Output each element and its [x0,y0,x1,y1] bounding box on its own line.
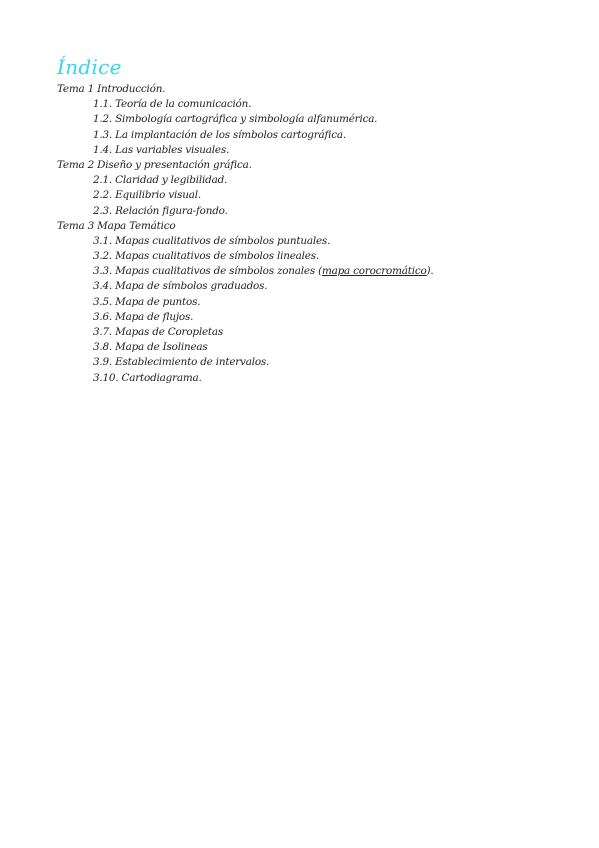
toc-item-3-7: 3.7. Mapas de Coropletas [93,326,224,338]
toc-item-3-10: 3.10. Cartodiagrama. [93,371,202,384]
tema-2-heading: Tema 2 Diseño y presentación gráfica. [57,158,252,171]
toc-item-3-3-prefix: 3.3. Mapas cualitativos de símbolos zonales ( [93,265,322,278]
toc-item-3-9: 3.9. Establecimiento de intervalos. [93,356,270,369]
table-of-contents [57,82,577,386]
toc-item-3-3-suffix: ). [426,265,434,278]
index-title: Índice [57,55,122,79]
toc-item-1-4: 1.4. Las variables visuales. [93,143,230,156]
tema-1-heading: Tema 1 Introducción. [57,83,166,95]
toc-item-2-2: 2.2. Equilibrio visual. [93,189,201,202]
toc-item-1-1: 1.1. Teoría de la comunicación. [93,98,252,111]
toc-item-3-5: 3.5. Mapa de puntos. [93,295,201,308]
toc-item-3-3 [57,264,577,279]
toc-item-3-1: 3.1. Mapas cualitativos de símbolos puntuales. [93,234,331,247]
mapa-corocromatico-link[interactable]: mapa corocromático [321,265,427,278]
toc-item-1-3: 1.3. La implantación de los símbolos cartográfica. [93,128,346,141]
toc-item-1-2: 1.2. Simbología cartográfica y simbología alfanumérica. [93,113,378,126]
toc-item-3-6: 3.6. Mapa de flujos. [93,310,194,323]
toc-item-3-2: 3.2. Mapas cualitativos de símbolos lineales. [93,250,319,263]
toc-item-2-3: 2.3. Relación figura-fondo. [93,204,228,217]
tema-3-heading: Tema 3 Mapa Temático [57,219,176,232]
toc-item-3-4: 3.4. Mapa de símbolos graduados. [93,280,268,293]
toc-item-3-8: 3.8. Mapa de Isolineas [93,341,208,354]
toc-item-2-1: 2.1. Claridad y legibilidad. [93,174,228,187]
